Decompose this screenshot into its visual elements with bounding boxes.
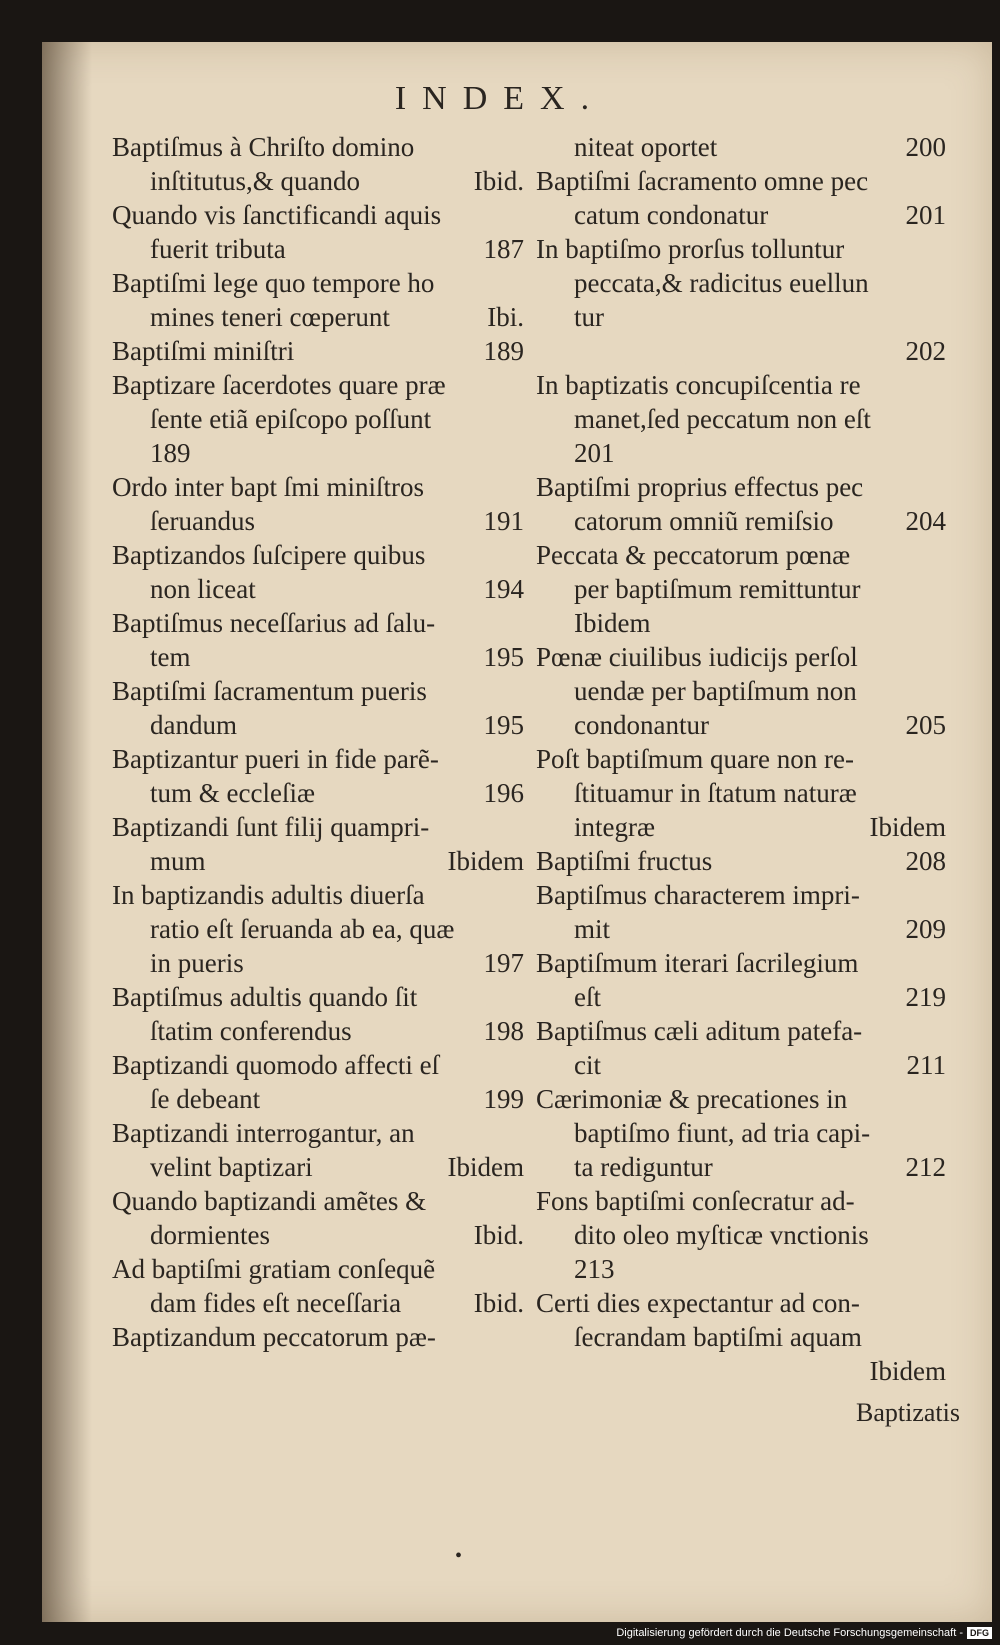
index-line — [536, 1150, 946, 1184]
index-entry-text: Quando baptizandi amẽtes & — [112, 1186, 427, 1216]
index-line — [536, 742, 946, 776]
index-entry-text: niteat oportet — [574, 132, 718, 162]
index-line — [536, 1014, 946, 1048]
index-entry-text: Baptizantur pueri in fide parẽ- — [112, 744, 439, 774]
index-entry-text: ſtituamur in ſtatum naturæ — [574, 778, 857, 808]
index-line — [112, 130, 524, 164]
index-entry-text: dam fides eſt neceſſaria — [150, 1288, 402, 1318]
index-line — [536, 946, 946, 980]
index-page-ref — [938, 266, 946, 300]
index-entry-text: non liceat — [150, 574, 256, 604]
index-entry-text: Baptiſmi miniſtri — [112, 336, 295, 366]
index-entry-text: Baptizandi ſunt filij quampri- — [112, 812, 430, 842]
index-line — [536, 708, 946, 742]
index-page-ref: 204 — [905, 506, 946, 536]
index-page-ref — [938, 1184, 946, 1218]
index-entry-text: Baptizandi interrogantur, an — [112, 1118, 415, 1148]
index-line — [112, 742, 524, 776]
index-page-ref — [938, 1252, 946, 1286]
index-entry-text: Baptiſmi fructus — [536, 846, 713, 876]
index-line — [536, 232, 946, 266]
index-line — [112, 810, 524, 844]
index-page-ref — [516, 674, 524, 708]
index-column-left — [112, 130, 524, 1354]
index-page-ref — [516, 266, 524, 300]
dfg-logo: DFG — [967, 1627, 992, 1639]
index-entry-text: Baptiſmi lege quo tempore ho — [112, 268, 435, 298]
index-entry-text: dito oleo myſticæ vnctionis — [574, 1220, 869, 1250]
index-line — [536, 1218, 946, 1252]
index-line — [536, 1082, 946, 1116]
index-line — [112, 198, 524, 232]
index-page-ref — [938, 1082, 946, 1116]
index-entry-text: catorum omniũ remiſsio — [574, 506, 834, 536]
index-page-ref: 196 — [483, 778, 524, 808]
index-line — [112, 1082, 524, 1116]
index-page-ref — [516, 1320, 524, 1354]
index-line — [536, 334, 946, 368]
index-entry-text: manet,ſed peccatum non eſt — [574, 404, 871, 434]
index-line — [112, 334, 524, 368]
index-entry-text: 201 — [574, 438, 615, 468]
index-line — [536, 164, 946, 198]
index-page-ref — [938, 300, 946, 334]
index-entry-text: velint baptizari — [150, 1152, 313, 1182]
index-line — [112, 1048, 524, 1082]
index-line — [536, 606, 946, 640]
index-line — [536, 674, 946, 708]
index-entry-text: In baptizatis concupiſcentia re — [536, 370, 861, 400]
index-page-ref: 201 — [905, 200, 946, 230]
index-entry-text: tur — [574, 302, 604, 332]
index-line — [536, 810, 946, 844]
index-entry-text: Baptiſmus characterem impri- — [536, 880, 860, 910]
index-page-ref: 191 — [483, 506, 524, 536]
index-line — [112, 708, 524, 742]
index-entry-text: Baptiſmus adultis quando ſit — [112, 982, 418, 1012]
index-line — [112, 844, 524, 878]
index-entry-text: dandum — [150, 710, 237, 740]
index-line — [112, 1184, 524, 1218]
index-line — [112, 232, 524, 266]
index-line — [112, 674, 524, 708]
index-line — [536, 844, 946, 878]
index-entry-text: 213 — [574, 1254, 615, 1284]
index-line — [536, 640, 946, 674]
index-line — [112, 1150, 524, 1184]
index-page-ref: Ibidem — [869, 1356, 946, 1386]
index-entry-text: eſt — [574, 982, 601, 1012]
page-gutter-shadow — [42, 42, 92, 1622]
index-entry-text: in pueris — [150, 948, 244, 978]
digitization-footer — [616, 1627, 992, 1639]
index-entry-text: Baptiſmus à Chriſto domino — [112, 132, 415, 162]
index-page-ref — [938, 640, 946, 674]
index-page-ref: 198 — [483, 1016, 524, 1046]
index-line — [112, 538, 524, 572]
index-page-ref — [938, 232, 946, 266]
index-line — [112, 980, 524, 1014]
index-line — [536, 1048, 946, 1082]
index-page-ref — [516, 810, 524, 844]
index-page-ref — [516, 1116, 524, 1150]
index-entry-text: Ibidem — [574, 608, 651, 638]
signature-mark: • — [455, 1545, 463, 1567]
index-line — [112, 1320, 524, 1354]
index-entry-text — [574, 1354, 862, 1388]
index-line — [536, 538, 946, 572]
index-line — [112, 436, 524, 470]
index-entry-text: Baptiſmum iterari ſacrilegium — [536, 948, 859, 978]
index-line — [112, 776, 524, 810]
index-entry-text: condonantur — [574, 710, 709, 740]
index-line — [112, 504, 524, 538]
index-line — [112, 1286, 524, 1320]
index-page-ref — [516, 1048, 524, 1082]
index-page-ref: 219 — [905, 982, 946, 1012]
index-entry-text: integræ — [574, 812, 655, 842]
index-line — [536, 1286, 946, 1320]
index-page-ref: 195 — [483, 710, 524, 740]
index-page-ref — [516, 436, 524, 470]
index-entry-text: ta rediguntur — [574, 1152, 713, 1182]
index-page-ref — [516, 1184, 524, 1218]
index-entry-text: fuerit tributa — [150, 234, 286, 264]
index-page-ref — [516, 368, 524, 402]
index-page-ref: Ibi. — [487, 302, 524, 332]
index-line — [112, 164, 524, 198]
index-entry-text: uendæ per baptiſmum non — [574, 676, 857, 706]
index-entry-text: cit — [574, 1050, 601, 1080]
index-page-ref — [938, 946, 946, 980]
index-entry-text: ſtatim conferendus — [150, 1016, 352, 1046]
index-page-ref — [938, 402, 946, 436]
page-header: INDEX. — [394, 80, 606, 117]
index-line — [112, 1252, 524, 1286]
index-page-ref: Ibidem — [447, 846, 524, 876]
index-entry-text: mum — [150, 846, 206, 876]
index-page-ref: Ibidem — [869, 812, 946, 842]
index-page-ref: 212 — [905, 1152, 946, 1182]
index-line — [112, 1116, 524, 1150]
index-entry-text: Baptiſmi ſacramento omne pec — [536, 166, 869, 196]
index-line — [112, 368, 524, 402]
index-line — [112, 300, 524, 334]
index-entry-text: Baptiſmus neceſſarius ad ſalu- — [112, 608, 436, 638]
index-entry-text: inſtitutus,& quando — [150, 166, 361, 196]
index-page-ref: Ibid. — [473, 1288, 524, 1318]
index-page-ref: 197 — [483, 948, 524, 978]
index-page-ref: 199 — [483, 1084, 524, 1114]
index-entry-text: ſe debeant — [150, 1084, 261, 1114]
index-entry-text: Ad baptiſmi gratiam conſequẽ — [112, 1254, 436, 1284]
index-line — [112, 1014, 524, 1048]
index-line — [536, 402, 946, 436]
index-entry-text: tum & eccleſiæ — [150, 778, 315, 808]
index-entry-text: Baptiſmi ſacramentum pueris — [112, 676, 427, 706]
index-line — [536, 572, 946, 606]
index-entry-text: mines teneri cœperunt — [150, 302, 390, 332]
index-page-ref — [938, 1286, 946, 1320]
index-page-ref — [938, 538, 946, 572]
index-page-ref: 211 — [906, 1050, 946, 1080]
index-page-ref: Ibid. — [473, 1220, 524, 1250]
index-page-ref — [516, 878, 524, 912]
index-entry-text: per baptiſmum remittuntur — [574, 574, 861, 604]
index-page-ref — [516, 130, 524, 164]
index-entry-text: dormientes — [150, 1220, 270, 1250]
index-page-ref: 205 — [905, 710, 946, 740]
index-line — [536, 1354, 946, 1388]
index-line — [112, 1218, 524, 1252]
index-page-ref — [516, 1252, 524, 1286]
index-line — [536, 436, 946, 470]
index-line — [536, 980, 946, 1014]
index-line — [536, 1320, 946, 1354]
index-line — [536, 1184, 946, 1218]
index-line — [536, 776, 946, 810]
index-page-ref: Ibid. — [473, 166, 524, 196]
index-page-ref — [938, 572, 946, 606]
index-page-ref — [516, 742, 524, 776]
index-page-ref — [938, 776, 946, 810]
index-entry-text: Poſt baptiſmum quare non re- — [536, 744, 854, 774]
index-entry-text: Peccata & peccatorum pœnæ — [536, 540, 851, 570]
index-entry-text: mit — [574, 914, 611, 944]
index-entry-text: Baptiſmus cæli aditum patefa- — [536, 1016, 863, 1046]
index-line — [112, 912, 524, 946]
index-entry-text: Baptizandum peccatorum pæ- — [112, 1322, 436, 1352]
index-entry-text — [574, 334, 898, 368]
index-page-ref — [938, 164, 946, 198]
index-entry-text: peccata,& radicitus euellun — [574, 268, 869, 298]
index-page-ref — [516, 470, 524, 504]
index-entry-text: ſecrandam baptiſmi aquam — [574, 1322, 862, 1352]
index-entry-text: In baptizandis adultis diuerſa — [112, 880, 425, 910]
index-line — [112, 470, 524, 504]
index-page-ref: 202 — [905, 336, 946, 366]
index-line — [536, 300, 946, 334]
index-entry-text: Cærimoniæ & precationes in — [536, 1084, 848, 1114]
index-page-ref — [938, 606, 946, 640]
index-page-ref — [516, 402, 524, 436]
index-page-ref — [516, 912, 524, 946]
index-line — [536, 1116, 946, 1150]
index-page-ref: 187 — [483, 234, 524, 264]
index-page-ref — [516, 980, 524, 1014]
index-line — [112, 266, 524, 300]
index-line — [112, 572, 524, 606]
index-page-ref: Ibidem — [447, 1152, 524, 1182]
index-page-ref — [938, 470, 946, 504]
index-entry-text: Baptiſmi proprius effectus pec — [536, 472, 864, 502]
index-entry-text: baptiſmo fiunt, ad tria capi- — [574, 1118, 871, 1148]
index-page-ref — [516, 198, 524, 232]
index-entry-text: Ordo inter bapt ſmi miniſtros — [112, 472, 424, 502]
index-entry-text: Baptizare ſacerdotes quare præ — [112, 370, 446, 400]
footer-text: Digitalisierung gefördert durch die Deutsche Forschungsgemeinschaft - — [616, 1627, 963, 1639]
index-line — [536, 368, 946, 402]
index-entry-text: ſeruandus — [150, 506, 255, 536]
index-line — [112, 946, 524, 980]
index-entry-text: Baptizandi quomodo affecti eſ — [112, 1050, 440, 1080]
catchword: Baptizatis — [856, 1398, 960, 1427]
index-entry-text: ratio eſt ſeruanda ab ea, quæ — [150, 914, 455, 944]
index-line — [112, 402, 524, 436]
index-entry-text: tem — [150, 642, 191, 672]
index-line — [112, 878, 524, 912]
index-page-ref — [938, 1320, 946, 1354]
index-line — [536, 504, 946, 538]
index-page-ref — [938, 1014, 946, 1048]
index-page-ref — [938, 742, 946, 776]
index-entry-text: Baptizandos ſuſcipere quibus — [112, 540, 426, 570]
index-line — [112, 606, 524, 640]
index-page-ref — [938, 1116, 946, 1150]
index-entry-text: catum condonatur — [574, 200, 769, 230]
index-entry-text: Pœnæ ciuilibus iudicijs perſol — [536, 642, 858, 672]
index-page-ref: 200 — [905, 132, 946, 162]
index-column-right — [536, 130, 946, 1388]
index-line — [536, 878, 946, 912]
index-page-ref — [516, 606, 524, 640]
index-page-ref — [938, 1218, 946, 1252]
index-page-ref — [938, 436, 946, 470]
index-page-ref — [516, 538, 524, 572]
index-page-ref — [938, 674, 946, 708]
index-line — [536, 266, 946, 300]
index-entry-text: Fons baptiſmi conſecratur ad- — [536, 1186, 855, 1216]
index-line — [536, 912, 946, 946]
index-page-ref — [938, 878, 946, 912]
index-entry-text: ſente etiã epiſcopo poſſunt — [150, 404, 432, 434]
index-entry-text: 189 — [150, 438, 191, 468]
index-page-ref: 209 — [905, 914, 946, 944]
index-page-ref: 208 — [905, 846, 946, 876]
index-entry-text: Certi dies expectantur ad con- — [536, 1288, 860, 1318]
index-page-ref: 189 — [483, 336, 524, 366]
index-line — [112, 640, 524, 674]
index-line — [536, 470, 946, 504]
index-line — [536, 1252, 946, 1286]
index-line — [536, 130, 946, 164]
index-page-ref — [938, 368, 946, 402]
index-page-ref: 194 — [483, 574, 524, 604]
index-entry-text: In baptiſmo prorſus tolluntur — [536, 234, 845, 264]
index-entry-text: Quando vis ſanctificandi aquis — [112, 200, 442, 230]
index-page-ref: 195 — [483, 642, 524, 672]
index-line — [536, 198, 946, 232]
